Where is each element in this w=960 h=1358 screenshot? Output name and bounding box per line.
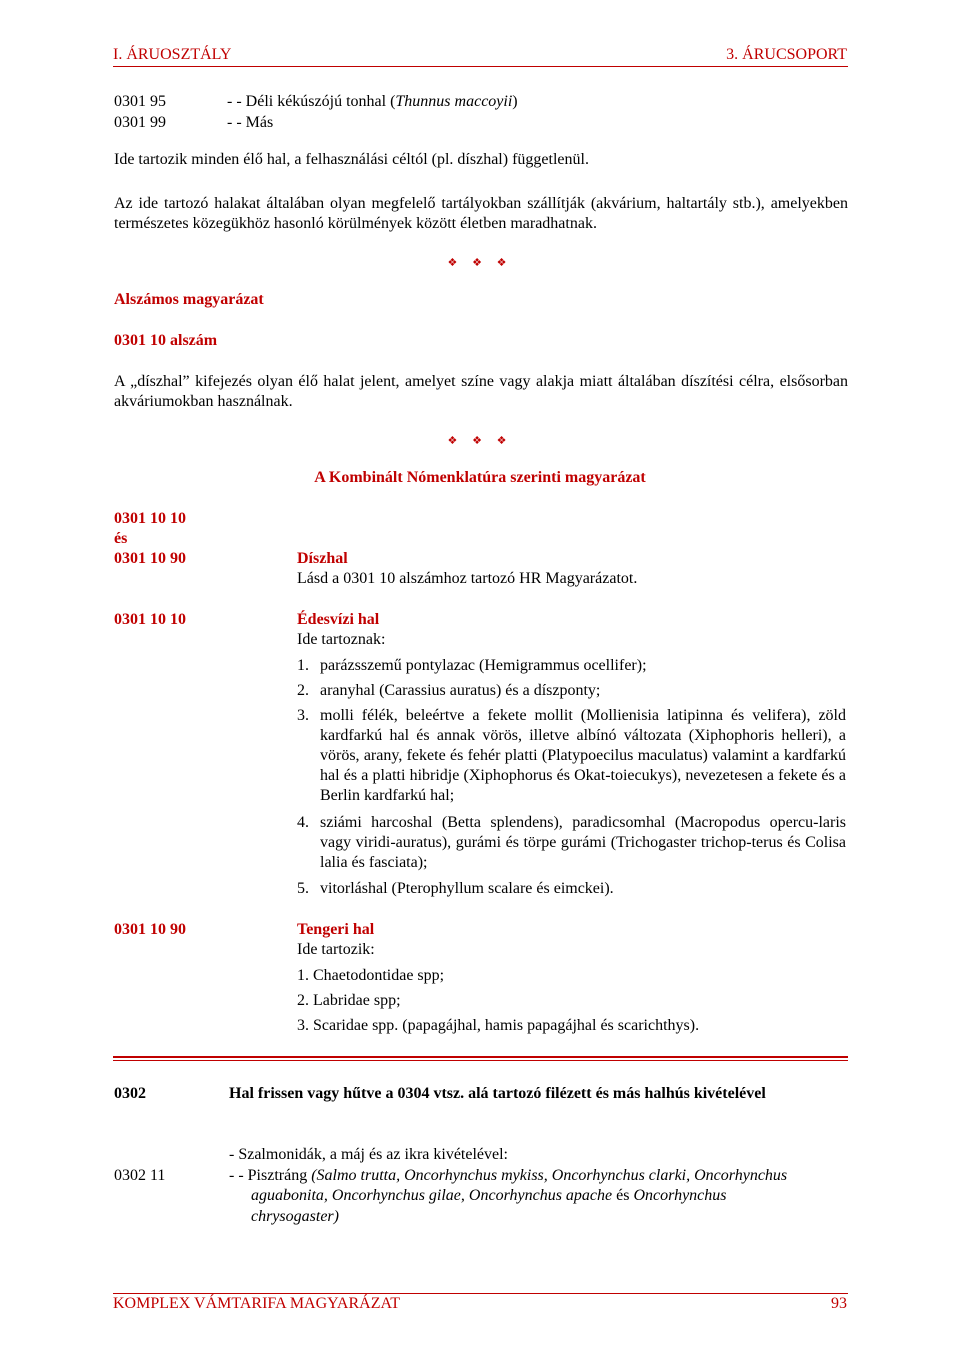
kn-e3-intro: Ide tartozik: — [297, 941, 375, 958]
heading-0302-title: Hal frissen vagy hűtve a 0304 vtsz. alá tartozó filézett és más halhús kivételével — [229, 1085, 766, 1102]
section-divider — [113, 1056, 848, 1061]
subheading-explanation-text: A „díszhal” kifejezés olyan élő halat jelent, amelyet színe vagy alakja miatt általában díszítési célra, elsősorban akváriumokban használnak. — [114, 373, 848, 410]
list-item: molli félék, beleértve a fekete mollit (Mollienisia latipinna és velifera), zöld kardfarkú hal és annak vörös, illetve albínó változata (Xiphophoris helleri), a vörös, arany, fekete és fehér platti (Platypoecilus maculatus) valamint a kardfarkú hal és a platti hibridje (Xiphophorus és Okat-toiecukys), nevezetesen a fekete és a Berlin kardfarkú hal; — [320, 707, 846, 804]
list-item-number: 1. — [297, 657, 309, 674]
kn-e3-title: Tengeri hal — [297, 921, 375, 938]
kn-e1-text: Lásd a 0301 10 alszámhoz tartozó HR Magyarázatot. — [297, 570, 638, 587]
sub-0302-11-line-3: chrysogaster) — [251, 1208, 339, 1225]
list-item-number: 2. — [297, 682, 309, 699]
desc-0301-95: - - Déli kékúszójú tonhal (Thunnus maccoyii) — [227, 93, 518, 110]
subheading-explanation-title: Alszámos magyarázat — [114, 291, 264, 308]
desc-0301-99: - - Más — [227, 114, 274, 131]
header-left: I. ÁRUOSZTÁLY — [113, 46, 232, 63]
code-0301-99: 0301 99 — [114, 114, 166, 131]
kn-e1-code-and: és — [114, 530, 128, 547]
list-item: 2. Labridae spp; — [297, 992, 401, 1009]
intro-paragraph-2: Az ide tartozó halakat általában olyan megfelelő tartályokban szállítják (akvárium, haltartály stb.), amelyekben természetes közegükhöz hasonló körülmények között életben maradhatnak. — [114, 195, 848, 232]
list-item-number: 5. — [297, 880, 309, 897]
sub-0302-11-line-1: - - Pisztráng (Salmo trutta, Oncorhynchus mykiss, Oncorhynchus clarki, Oncorhynchus — [229, 1167, 788, 1184]
header-rule — [113, 66, 848, 67]
kn-e2-code: 0301 10 10 — [114, 611, 186, 628]
sub-0302-intro: - Szalmonidák, a máj és az ikra kivételével: — [229, 1146, 508, 1163]
subheading-code-title: 0301 10 alszám — [114, 332, 218, 349]
kn-e1-code-1: 0301 10 10 — [114, 510, 186, 527]
list-item: 1. Chaetodontidae spp; — [297, 967, 445, 984]
kn-e2-title: Édesvízi hal — [297, 611, 380, 628]
kn-title: A Kombinált Nómenklatúra szerinti magyarázat — [314, 469, 646, 486]
kn-e3-code: 0301 10 90 — [114, 921, 186, 938]
footer-title: KOMPLEX VÁMTARIFA MAGYARÁZAT — [113, 1295, 401, 1312]
intro-paragraph-1: Ide tartozik minden élő hal, a felhasználási céltól (pl. díszhal) függetlenül. — [114, 151, 589, 168]
list-item: parázsszemű pontylazac (Hemigrammus ocellifer); — [320, 657, 647, 674]
list-item: sziámi harcoshal (Betta splendens), paradicsomhal (Macropodus opercu-laris vagy viridi-auratus), gurámi és törpe gurámi (Trichogaster trichop-terus és Colisa lalia és fasciata); — [320, 814, 846, 871]
header-right: 3. ÁRUCSOPORT — [726, 46, 847, 63]
code-0301-95: 0301 95 — [114, 93, 166, 110]
list-item-number: 4. — [297, 814, 309, 831]
kn-e1-title: Díszhal — [297, 550, 348, 567]
list-item-number: 3. — [297, 707, 309, 724]
list-item: aranyhal (Carassius auratus) és a díszponty; — [320, 682, 601, 699]
list-item: 3. Scaridae spp. (papagájhal, hamis papagájhal és scarichthys). — [297, 1017, 700, 1034]
kn-e2-intro: Ide tartoznak: — [297, 631, 386, 648]
kn-e1-code-2: 0301 10 90 — [114, 550, 186, 567]
sub-0302-11-line-2: aguabonita, Oncorhynchus gilae, Oncorhynchus apache és Oncorhynchus — [251, 1187, 727, 1204]
sub-0302-11-code: 0302 11 — [114, 1167, 166, 1184]
heading-0302-code: 0302 — [114, 1085, 146, 1102]
separator-ornament-2: ❖ ❖ ❖ — [447, 435, 513, 447]
page-number: 93 — [831, 1295, 847, 1312]
separator-ornament: ❖ ❖ ❖ — [447, 257, 513, 269]
list-item: vitorláshal (Pterophyllum scalare és eimckei). — [320, 880, 614, 897]
